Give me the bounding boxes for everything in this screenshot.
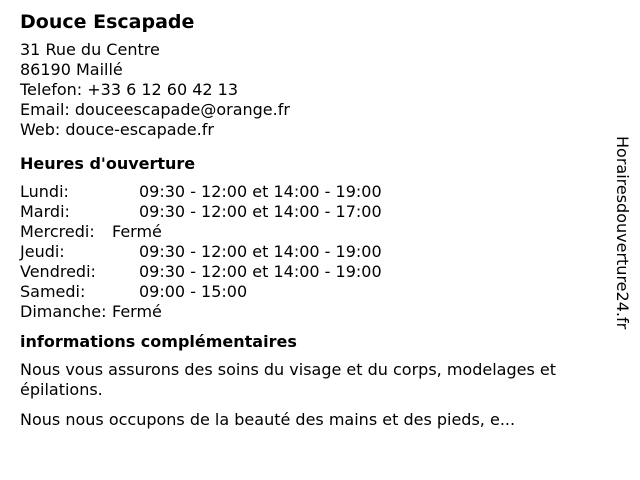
day-hours (112, 302, 382, 322)
day-hours: 09:30 - 12:00 et 14:00 - 19:00 (139, 242, 382, 261)
day-label: Samedi: (20, 282, 86, 301)
day-label: Mercredi: (20, 222, 95, 241)
hours-title: Heures d'ouverture (20, 154, 196, 173)
day-hours: 09:30 - 12:00 et 14:00 - 19:00 (139, 262, 382, 281)
opening-hours-table (20, 182, 382, 322)
hours-row-monday (20, 182, 382, 202)
day-label: Dimanche: (20, 302, 107, 321)
address-line-1: 31 Rue du Centre (20, 40, 160, 59)
hours-row-friday (20, 262, 382, 282)
closed-label: Fermé (112, 222, 162, 241)
info-title: informations complémentaires (20, 332, 297, 351)
day-hours: 09:30 - 12:00 et 14:00 - 19:00 (139, 182, 382, 201)
business-name: Douce Escapade (20, 11, 195, 33)
hours-row-saturday (20, 282, 382, 302)
info-paragraph-1: Nous vous assurons des soins du visage et du corps, modelages et épilations. (20, 360, 556, 399)
day-hours: 09:00 - 15:00 (139, 282, 248, 301)
day-label: Jeudi: (20, 242, 65, 261)
hours-row-sunday (20, 302, 382, 322)
day-hours (112, 222, 382, 242)
hours-row-wednesday (20, 222, 382, 242)
hours-row-thursday (20, 242, 382, 262)
day-label: Mardi: (20, 202, 70, 221)
phone-number: Telefon: +33 6 12 60 42 13 (20, 80, 239, 99)
info-paragraph-2: Nous nous occupons de la beauté des mains et des pieds, e... (20, 410, 516, 429)
day-label: Vendredi: (20, 262, 96, 281)
site-watermark: Horairesdouverture24.fr (613, 136, 632, 330)
email-address: Email: douceescapade@orange.fr (20, 100, 290, 119)
day-label: Lundi: (20, 182, 69, 201)
address-line-2: 86190 Maillé (20, 60, 123, 79)
hours-row-tuesday (20, 202, 382, 222)
website: Web: douce-escapade.fr (20, 120, 214, 139)
business-card (20, 10, 612, 440)
day-hours: 09:30 - 12:00 et 14:00 - 17:00 (139, 202, 382, 221)
closed-label: Fermé (112, 302, 162, 321)
